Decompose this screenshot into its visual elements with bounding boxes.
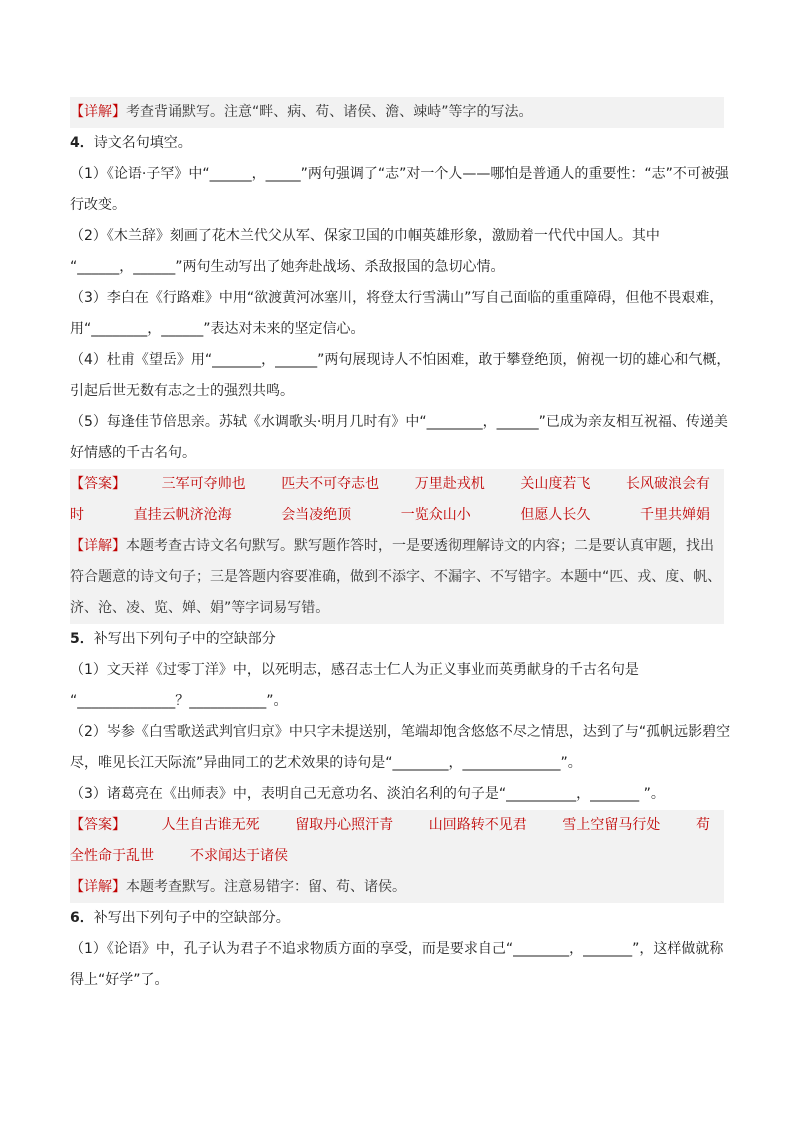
question-number: 4． [70,135,94,151]
q4-line: （5）每逢佳节倍思亲。苏轼《水调歌头·明月几时有》中“________，______”已成为亲友相互祝福、传递美 [70,414,728,430]
answer-item: 万里赴戎机 [414,476,485,492]
detail-block-1 [70,97,724,128]
q5-line: “______________？___________”。 [70,693,288,709]
q5-answer-row-2 [70,841,724,872]
q5-answer-row-1 [70,810,724,841]
answer-item: 直挂云帆济沧海 [133,507,232,523]
answer-item: 不求闻达于诸侯 [190,848,288,864]
q4-line: （4）杜甫《望岳》用“_______，______”两句展现诗人不怕困难，敢于攀登绝顶，俯视一切的雄心和气概， [70,352,731,368]
question-5-title [70,624,724,655]
detail-text: 考查背诵默写。注意“畔、病、苟、诸侯、澹、竦峙”等字的写法。 [126,104,533,120]
answer-item: 留取丹心照汗青 [295,817,394,833]
question-title: 补写出下列句子中的空缺部分。 [93,910,290,926]
answer-item: 山回路转不见君 [428,817,527,833]
question-6-title [70,903,724,934]
detail-text: 本题考查默写。注意易错字：留、苟、诸侯。 [126,879,406,895]
q4-line: （3）李白在《行路难》中用“欲渡黄河冰塞川，将登太行雪满山”写自己面临的重重障碍，但他不畏艰难， [70,290,724,306]
detail-label: 【详解】 [70,879,126,895]
q4-line: （1）《论语·子罕》中“______，_____”两句强调了“志”对一个人——哪怕是普通人的重要性：“志”不可被强 [70,166,729,182]
answer-item: 雪上空留马行处 [562,817,661,833]
answer-item: 匹夫不可夺志也 [281,476,380,492]
answer-label: 【答案】 [70,817,126,833]
answer-item: 会当凌绝顶 [281,507,352,523]
q5-line: （3）诸葛亮在《出师表》中，表明自己无意功名、淡泊名利的句子是“__________，_______ ”。 [70,786,665,802]
q4-detail-line-3: 济、沧、凌、览、婵、娟”等字词易写错。 [70,593,724,624]
q5-line: （2）岑参《白雪歌送武判官归京》中只字未提送别，笔端却饱含悠悠不尽之情思，达到了与“孤帆远影碧空 [70,724,731,740]
answer-item: 三军可夺帅也 [161,476,246,492]
question-number: 5． [70,631,94,647]
q4-answer-row-1 [70,469,724,500]
question-title: 诗文名句填空。 [93,135,192,151]
answer-item: 苟 [695,817,710,833]
detail-label: 【详解】 [70,104,126,120]
q4-line: 引起后世无数有志之士的强烈共鸣。 [70,383,294,399]
answer-item: 一览众山小 [400,507,471,523]
answer-item: 长风破浪会有 [625,476,710,492]
q5-detail [70,872,724,903]
answer-item: 时 [70,507,84,523]
q5-line: 尽，唯见长江天际流”异曲同工的艺术效果的诗句是“________，______________”。 [70,755,582,771]
answer-item: 但愿人长久 [520,507,591,523]
answer-label: 【答案】 [70,476,126,492]
q4-line: （2）《木兰辞》刻画了花木兰代父从军、保家卫国的巾帼英雄形象，激励着一代代中国人。其中 [70,228,660,244]
q6-line: （1）《论语》中，孔子认为君子不追求物质方面的享受，而是要求自己“________，_______”，这样做就称 [70,941,724,957]
answer-item: 人生自古谁无死 [161,817,260,833]
q4-line: “______，______”两句生动写出了她奔赴战场、杀敌报国的急切心情。 [70,259,505,275]
q5-line: （1）文天祥《过零丁洋》中，以死明志，感召志士仁人为正义事业而英勇献身的千古名句是 [70,662,639,678]
answer-item: 全性命于乱世 [70,848,154,864]
question-number: 6． [70,910,94,926]
answer-item: 千里共婵娟 [639,507,710,523]
detail-label: 【详解】 [70,538,126,554]
document-content [70,97,731,996]
detail-text: 本题考查古诗文名句默写。默写题作答时，一是要透彻理解诗文的内容；二是要认真审题，找出 [126,538,714,554]
question-4-title [70,128,724,159]
answer-item: 关山度若飞 [520,476,591,492]
q4-line: 行改变。 [70,197,126,213]
question-title: 补写出下列句子中的空缺部分 [93,631,276,647]
q4-detail-line-2: 符合题意的诗文句子；三是答题内容要准确，做到不添字、不漏字、不写错字。本题中“匹、戎、度、帆、 [70,562,724,593]
q4-answer-row-2 [70,500,724,531]
q4-detail-line-1 [70,531,724,562]
q4-line: 用“________，______”表达对未来的坚定信心。 [70,321,365,337]
q6-line: 得上“好学”了。 [70,972,169,988]
q4-line: 好情感的千古名句。 [70,445,196,461]
